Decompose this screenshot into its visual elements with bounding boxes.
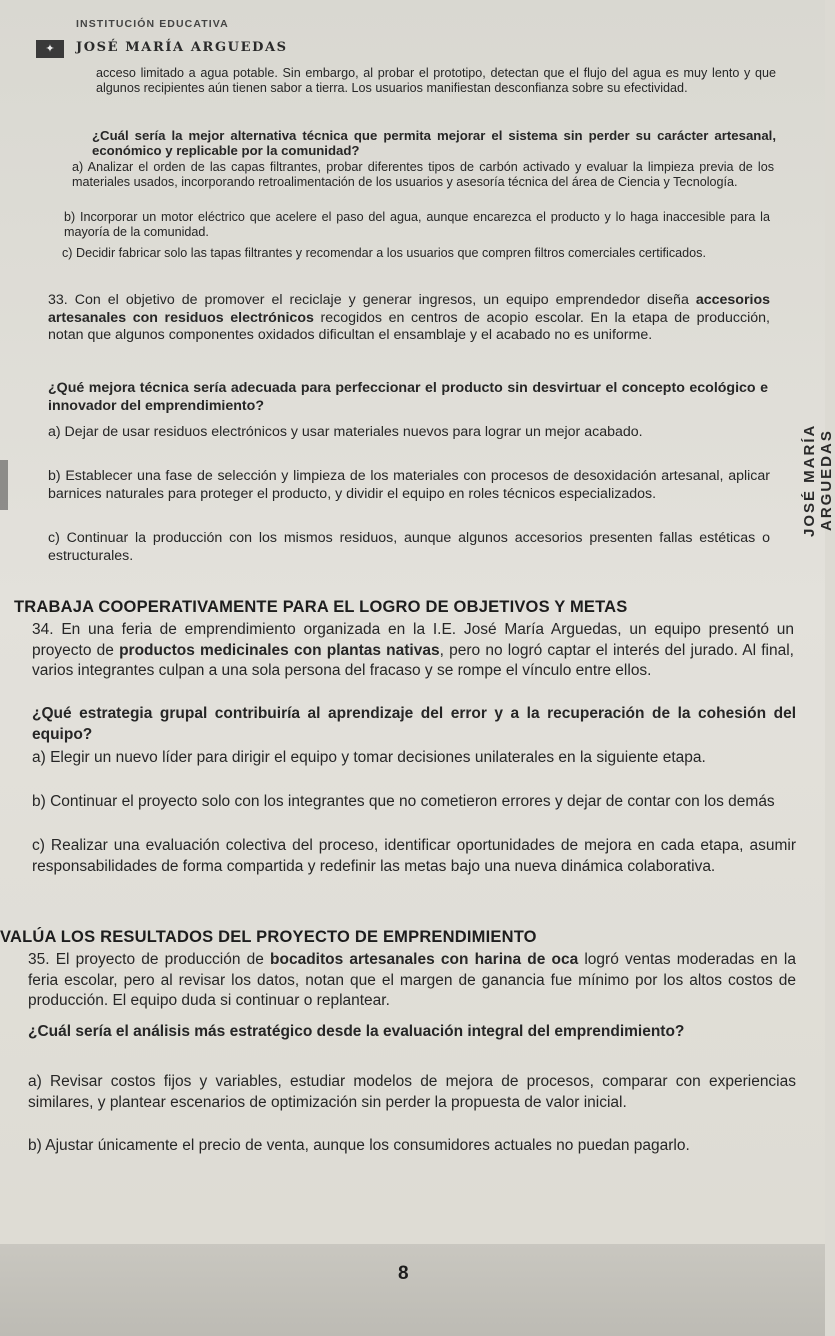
q33-intro-start: 33. Con el objetivo de promover el reciclaje y generar ingresos, un equipo emprendedor diseña [48,292,696,308]
q32-question: ¿Cuál sería la mejor alternativa técnica que permita mejorar el sistema sin perder su carácter artesanal, económico y replicable por la comunidad? [92,128,776,158]
q34-intro-highlight: productos medicinales con plantas nativas [119,641,440,659]
q35-intro [28,950,796,1012]
institution-logo: ✦ [36,40,64,58]
q33-option-c: c) Continuar la producción con los mismos residuos, aunque algunos accesorios presenten fallas estéticas o estructurales. [48,530,770,564]
page-edge-shadow [0,460,8,510]
q35-question: ¿Cuál sería el análisis más estratégico desde la evaluación integral del emprendimiento? [28,1023,685,1040]
institution-name-line2: JOSÉ MARÍA ARGUEDAS [76,40,288,55]
q32-intro: acceso limitado a agua potable. Sin embargo, al probar el prototipo, detectan que el flujo del agua es muy lento y que algunos recipientes aún tienen sabor a tierra. Los usuarios manifiestan desconfianza sobre su efectividad. [96,66,776,95]
q35-intro-end: logró ventas moderadas en la feria escolar, pero al revisar los datos, notan que el margen de ganancia fue mínimo por los altos costos de producción. El equipo duda si continuar o replantear. [28,951,796,1009]
footer-band [0,1244,825,1336]
institution-name-line1: INSTITUCIÓN EDUCATIVA [76,18,229,30]
q34-option-c: c) Realizar una evaluación colectiva del proceso, identificar oportunidades de mejora en cada etapa, asumir responsabilidades de forma compartida y redefinir las metas bajo una nueva dinámica colaborativa. [32,837,796,875]
q32-option-b: b) Incorporar un motor eléctrico que acelere el paso del agua, aunque encarezca el producto y lo haga inaccesible para la mayoría de la comunidad. [64,210,770,239]
side-institution-label: JOSÉ MARÍA ARGUEDAS [801,423,835,537]
q33-option-a: a) Dejar de usar residuos electrónicos y usar materiales nuevos para lograr un mejor acabado. [48,424,643,440]
q33-question: ¿Qué mejora técnica sería adecuada para perfeccionar el producto sin desvirtuar el concepto ecológico e innovador del emprendimiento? [48,380,768,414]
q35-option-b: b) Ajustar únicamente el precio de venta, aunque los consumidores actuales no puedan pagarlo. [28,1137,690,1154]
institution-header [22,6,342,58]
q34-intro-start: 34. En una feria de emprendimiento organizada en la I.E. José María Arguedas, un equipo presentó un proyecto de [32,621,794,659]
q35-intro-highlight: bocaditos artesanales con harina de oca [270,951,579,968]
q35-intro-start: 35. El proyecto de producción de [28,951,271,968]
page-number: 8 [398,1263,409,1284]
q34-intro [32,620,794,682]
q34-option-b: b) Continuar el proyecto solo con los integrantes que no cometieron errores y dejar de contar con los demás [32,793,775,810]
q34-intro-end: , pero no logró captar el interés del jurado. Al final, varios integrantes culpan a una sola persona del fracaso y se rompe el vínculo entre ellos. [32,641,794,679]
q33-option-b: b) Establecer una fase de selección y limpieza de los materiales con procesos de desoxidación artesanal, aplicar barnices naturales para proteger el producto, y dividir el equipo en roles técnicos especializados. [48,468,770,502]
q34-question: ¿Qué estrategia grupal contribuiría al aprendizaje del error y a la recuperación de la cohesión del equipo? [32,705,796,743]
q32-option-c: c) Decidir fabricar solo las tapas filtrantes y recomendar a los usuarios que compren filtros comerciales certificados. [62,246,706,260]
q33-intro-end: recogidos en centros de acopio escolar. En la etapa de producción, notan que algunos componentes oxidados dificultan el ensamblaje y el acabado no es uniforme. [48,309,770,343]
section-title-evaluate-results: VALÚA LOS RESULTADOS DEL PROYECTO DE EMPRENDIMIENTO [0,928,537,946]
q33-intro-highlight: accesorios artesanales con residuos electrónicos [48,292,770,326]
q34-option-a: a) Elegir un nuevo líder para dirigir el equipo y tomar decisiones unilaterales en la siguiente etapa. [32,749,706,766]
q33-intro [48,292,770,345]
q35-option-a: a) Revisar costos fijos y variables, estudiar modelos de mejora de procesos, comparar con experiencias similares, y plantear escenarios de optimización sin perder la propuesta de valor inicial. [28,1073,796,1111]
q32-option-a: a) Analizar el orden de las capas filtrantes, probar diferentes tipos de carbón activado y evaluar la limpieza previa de los materiales usados, incorporando retroalimentación de los usuarios y asesoría técnica del área de Ciencia y Tecnología. [72,160,774,189]
section-title-cooperative-work: TRABAJA COOPERATIVAMENTE PARA EL LOGRO DE OBJETIVOS Y METAS [14,598,628,616]
